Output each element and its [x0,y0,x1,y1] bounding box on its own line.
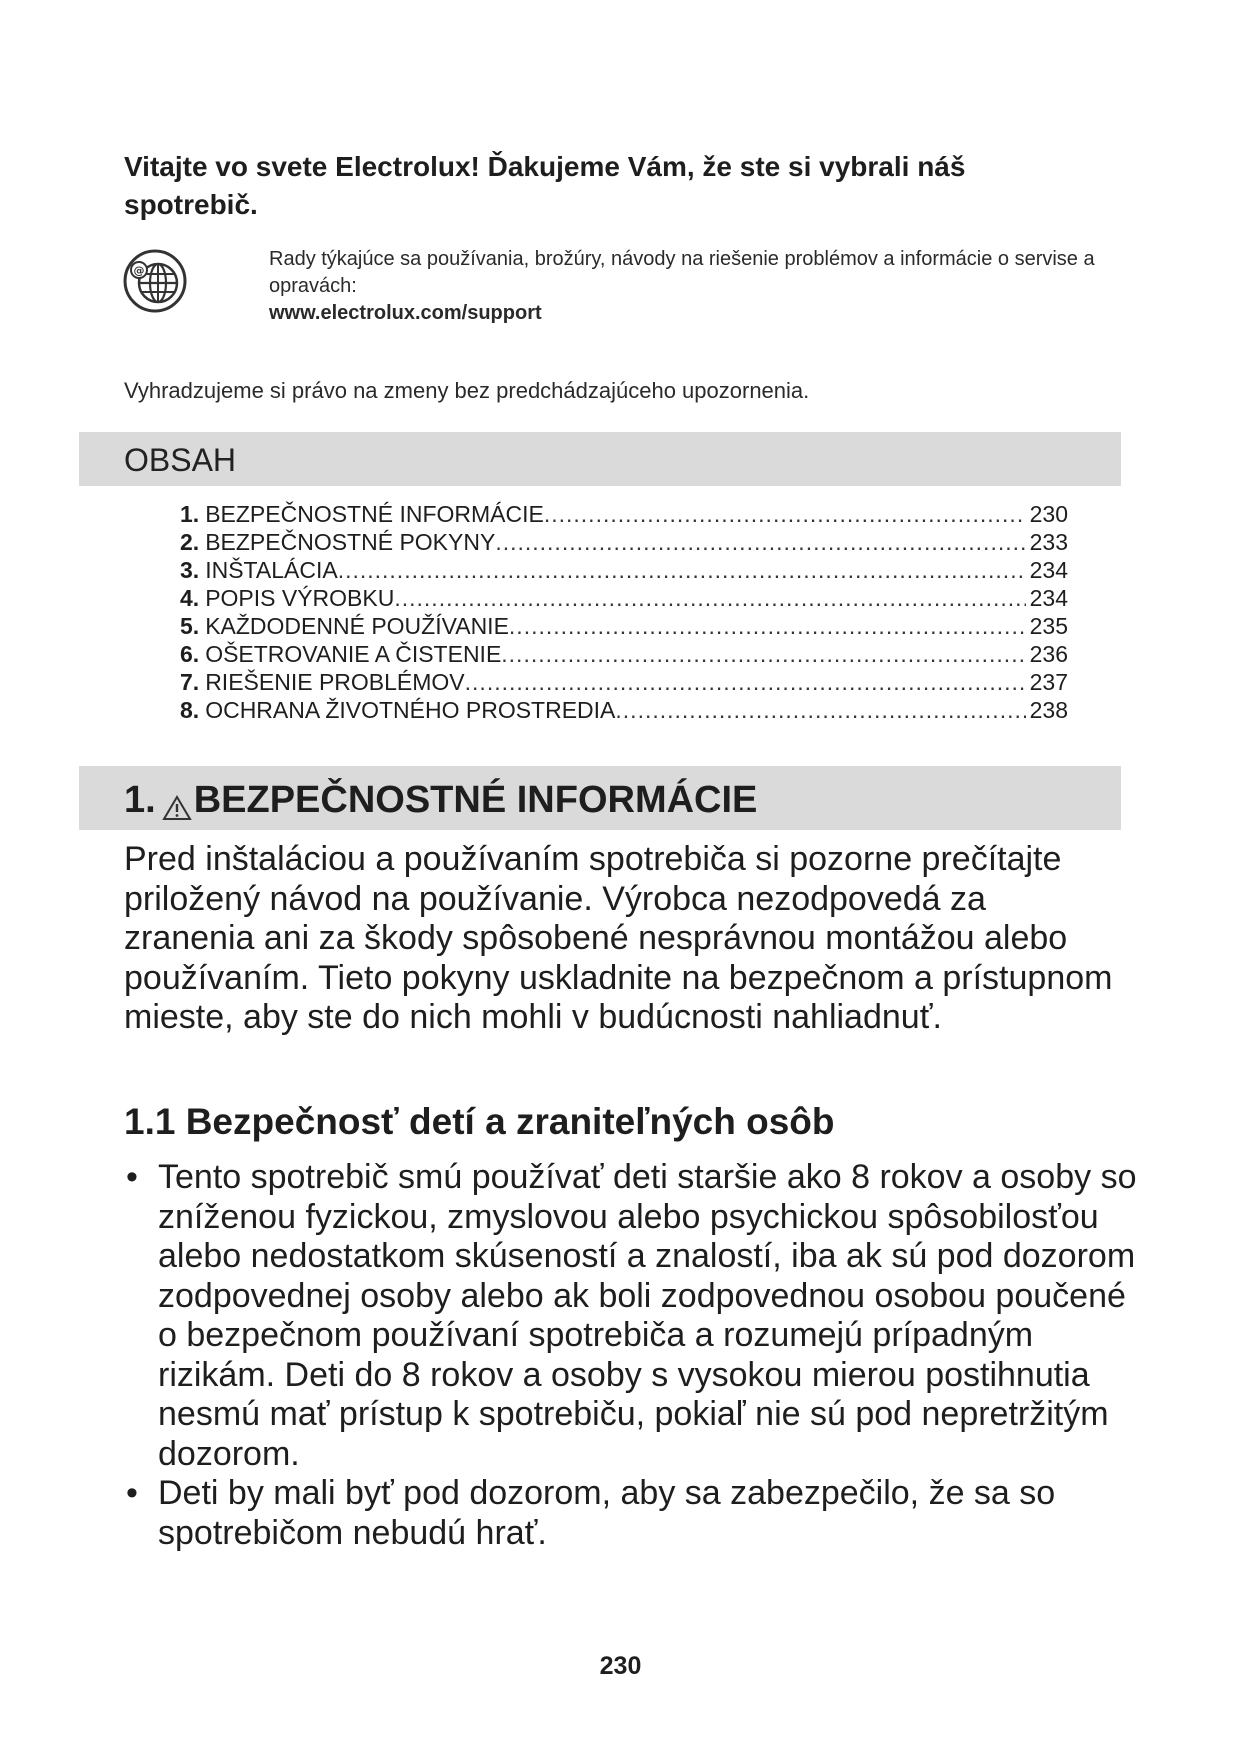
toc-item-label: OCHRANA ŽIVOTNÉHO PROSTREDIA [205,697,616,723]
list-item-text: Tento spotrebič smú používať deti staršie ako 8 rokov a osoby so zníženou fyzickou, zmyslovou alebo psychickou spôsobilosťou alebo nedostatkom skúseností a znalostí, iba ak sú pod dozorom zodpovednej osoby alebo ak boli zodpovednou osobou poučené o bezpečnom používaní spotrebiča a rozumejú prípadným rizikám. Deti do 8 rokov a osoby s vysokou mierou postihnutia nesmú mať prístup k spotrebiču, pokiaľ nie sú pod nepretržitým dozorom. [158,1158,1137,1473]
toc-item-page: 236 [1029,641,1068,667]
toc-item-label: OŠETROVANIE A ČISTENIE [205,641,502,667]
globe-web-icon [122,248,188,314]
reserve-note: Vyhradzujeme si právo na zmeny bez predchádzajúceho upozornenia. [124,378,810,403]
toc-item-label: BEZPEČNOSTNÉ INFORMÁCIE [205,501,544,527]
toc-item[interactable] [180,612,1068,640]
toc-leader-dots [495,528,1025,556]
toc-item-page: 237 [1029,669,1068,695]
svg-text:@: @ [133,264,145,277]
toc-leader-dots [501,640,1025,668]
toc-title: OBSAH [124,442,237,478]
page-number: 230 [599,1652,642,1680]
toc-item-label: BEZPEČNOSTNÉ POKYNY [205,529,496,555]
toc-item-number: 8. [180,697,200,723]
toc-item-label: RIEŠENIE PROBLÉMOV [205,669,465,695]
toc-item[interactable] [180,500,1068,528]
section-title [124,776,757,824]
toc-item-number: 6. [180,641,200,667]
toc-item-number: 5. [180,613,200,639]
toc-item[interactable] [180,556,1068,584]
toc-leader-dots [509,612,1026,640]
toc-item-page: 234 [1029,557,1068,583]
list-item-text: Deti by mali byť pod dozorom, aby sa zabezpečilo, že sa so spotrebičom nebudú hrať. [158,1474,1056,1552]
table-of-contents [180,500,1068,724]
toc-item[interactable] [180,528,1068,556]
section-title-text: BEZPEČNOSTNÉ INFORMÁCIE [193,779,758,821]
list-item [124,1474,1144,1553]
toc-item-page: 234 [1029,585,1068,611]
toc-item-number: 4. [180,585,200,611]
welcome-heading: Vitajte vo svete Electrolux! Ďakujeme Vám, že ste si vybrali náš spotrebič. [124,151,966,220]
toc-leader-dots [338,556,1026,584]
section-number: 1. [124,779,156,821]
toc-item-page: 238 [1029,697,1068,723]
toc-leader-dots [465,668,1026,696]
toc-item-page: 235 [1029,613,1068,639]
bullet-icon: • [126,1474,138,1512]
toc-item-page: 230 [1029,501,1068,527]
toc-leader-dots [615,696,1025,724]
toc-item[interactable] [180,696,1068,724]
list-item [124,1158,1144,1474]
toc-item-number: 2. [180,529,200,555]
support-url-link[interactable]: www.electrolux.com/support [269,302,542,324]
toc-leader-dots [394,584,1025,612]
warning-triangle-icon [162,786,192,814]
section-intro-paragraph: Pred inštaláciou a používaním spotrebiča si pozorne prečítajte priložený návod na používanie. Výrobca nezodpovedá za zranenia ani za škody spôsobené nesprávnou montážou alebo používaním. Tieto pokyny uskladnite na bezpečnom a prístupnom mieste, aby ste do nich mohli v budúcnosti nahliadnuť. [124,840,1113,1036]
toc-leader-dots [544,500,1026,528]
support-description: Rady týkajúce sa používania, brožúry, návody na riešenie problémov a informácie o servise a opravách: [269,248,1095,297]
bullet-list [124,1158,1144,1553]
toc-item[interactable] [180,668,1068,696]
toc-item-number: 3. [180,557,200,583]
toc-item-number: 7. [180,669,200,695]
toc-item[interactable] [180,640,1068,668]
toc-item-label: POPIS VÝROBKU [205,585,395,611]
toc-item-label: INŠTALÁCIA [205,557,338,583]
toc-item-page: 233 [1029,529,1068,555]
toc-item[interactable] [180,584,1068,612]
subsection-title: 1.1 Bezpečnosť detí a zraniteľných osôb [124,1101,835,1142]
toc-item-label: KAŽDODENNÉ POUŽÍVANIE [205,613,509,639]
toc-item-number: 1. [180,501,200,527]
support-info [269,246,1149,327]
bullet-icon: • [126,1158,138,1196]
